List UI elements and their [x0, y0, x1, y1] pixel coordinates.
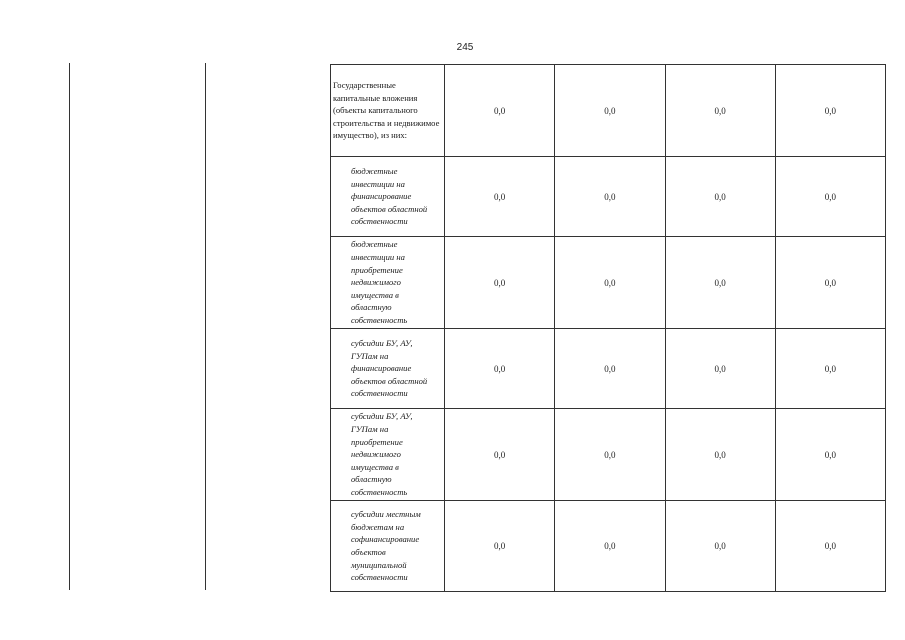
value-cell: 0,0	[665, 157, 775, 237]
table-row	[331, 65, 886, 157]
row-label: Государственные капитальные вложения (объекты капитального строительства и недвижимое имущество), из них:	[333, 80, 440, 141]
value-cell: 0,0	[665, 329, 775, 409]
value-cell: 0,0	[775, 501, 885, 592]
row-label: субсидии местным бюджетам на софинансирование объектов муниципальной собственности	[351, 509, 421, 583]
value-cell: 0,0	[555, 329, 665, 409]
row-label-cell	[331, 409, 445, 501]
value-cell: 0,0	[445, 409, 555, 501]
value-cell: 0,0	[445, 329, 555, 409]
value-cell: 0,0	[775, 329, 885, 409]
value-cell: 0,0	[445, 237, 555, 329]
row-label: субсидии БУ, АУ, ГУПам на финансирование объектов областной собственности	[351, 338, 428, 399]
value-cell: 0,0	[775, 409, 885, 501]
row-label-cell	[331, 329, 445, 409]
row-label: бюджетные инвестиции на финансирование объектов областной собственности	[351, 166, 428, 227]
left-column-border-2	[205, 63, 206, 590]
table-row	[331, 329, 886, 409]
value-cell: 0,0	[665, 409, 775, 501]
value-cell: 0,0	[775, 65, 885, 157]
value-cell: 0,0	[445, 65, 555, 157]
table-row	[331, 409, 886, 501]
row-label-cell	[331, 237, 445, 329]
value-cell: 0,0	[665, 501, 775, 592]
row-label: субсидии БУ, АУ, ГУПам на приобретение недвижимого имущества в областную собственность	[351, 411, 413, 497]
value-cell: 0,0	[555, 501, 665, 592]
value-cell: 0,0	[555, 65, 665, 157]
value-cell: 0,0	[665, 65, 775, 157]
row-label-cell	[331, 157, 445, 237]
value-cell: 0,0	[445, 157, 555, 237]
row-label: бюджетные инвестиции на приобретение недвижимого имущества в областную собственность	[351, 239, 408, 325]
value-cell: 0,0	[775, 237, 885, 329]
table-row	[331, 501, 886, 592]
row-label-cell	[331, 501, 445, 592]
left-column-border-1	[69, 63, 70, 590]
value-cell: 0,0	[555, 409, 665, 501]
table-row	[331, 237, 886, 329]
value-cell: 0,0	[555, 157, 665, 237]
value-cell: 0,0	[665, 237, 775, 329]
row-label-cell	[331, 65, 445, 157]
value-cell: 0,0	[555, 237, 665, 329]
page-number: 245	[456, 42, 474, 53]
table-row	[331, 157, 886, 237]
investment-table	[330, 64, 886, 592]
value-cell: 0,0	[445, 501, 555, 592]
value-cell: 0,0	[775, 157, 885, 237]
